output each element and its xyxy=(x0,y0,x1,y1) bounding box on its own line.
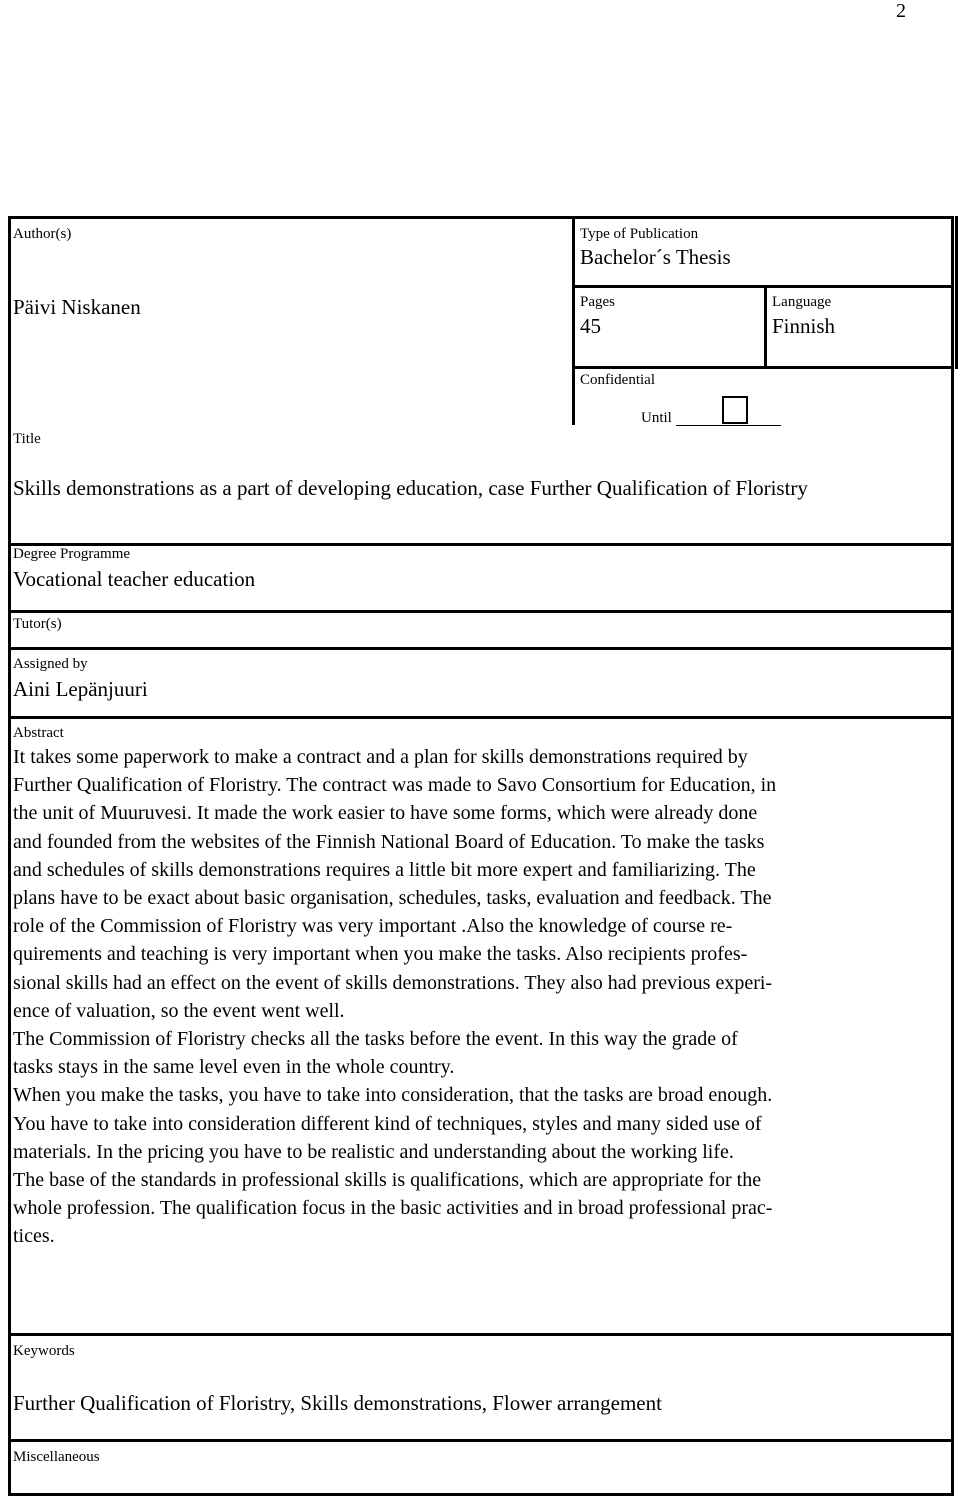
abstract-line: and founded from the websites of the Finnish National Board of Education. To make the tasks xyxy=(13,830,765,853)
pages-value: 45 xyxy=(580,314,601,338)
confidential-label: Confidential xyxy=(580,372,655,388)
until-date-line xyxy=(676,425,781,426)
pages-label: Pages xyxy=(580,294,615,310)
abstract-line: quirements and teaching is very important when you make the tasks. Also recipients profes- xyxy=(13,943,748,966)
until-label: Until xyxy=(641,410,672,426)
author-label: Author(s) xyxy=(13,226,72,242)
right-inner-edge xyxy=(955,216,958,369)
abstract-line: whole profession. The qualification focus in the basic activities and in broad professional prac- xyxy=(13,1197,773,1220)
degree-programme-label: Degree Programme xyxy=(13,546,131,562)
type-of-publication-label: Type of Publication xyxy=(580,226,699,242)
degree-programme-value: Vocational teacher education xyxy=(13,567,256,591)
abstract-line: Further Qualification of Floristry. The contract was made to Savo Consortium for Education, in xyxy=(13,774,777,797)
pages-language-divider xyxy=(764,287,767,369)
type-of-publication-value: Bachelor´s Thesis xyxy=(580,245,731,269)
assigned-by-label: Assigned by xyxy=(13,656,88,672)
keywords-label: Keywords xyxy=(13,1343,75,1359)
keywords-misc-divider xyxy=(8,1439,954,1442)
author-value: Päivi Niskanen xyxy=(13,295,141,319)
abstract-line: role of the Commission of Floristry was very important .Also the knowledge of course re- xyxy=(13,915,733,938)
pages-confidential-divider xyxy=(572,366,954,369)
abstract-line: ence of valuation, so the event went well. xyxy=(13,999,345,1022)
abstract-keywords-divider xyxy=(8,1333,954,1336)
abstract-line: It takes some paperwork to make a contract and a plan for skills demonstrations required by xyxy=(13,746,748,768)
abstract-line: the unit of Muuruvesi. It made the work easier to have some forms, which were already done xyxy=(13,802,758,825)
tutors-label: Tutor(s) xyxy=(13,616,62,632)
abstract-text xyxy=(13,743,953,1251)
assigned-by-value: Aini Lepänjuuri xyxy=(13,677,148,701)
abstract-line: When you make the tasks, you have to take into consideration, that the tasks are broad enough. xyxy=(13,1084,773,1107)
language-label: Language xyxy=(772,294,832,310)
abstract-line: sional skills had an effect on the event of skills demonstrations. They also had previous experi- xyxy=(13,971,773,994)
title-value: Skills demonstrations as a part of developing education, case Further Qualification of Floristry xyxy=(13,476,808,500)
assigned-abstract-divider xyxy=(8,716,954,719)
abstract-line: plans have to be exact about basic organisation, schedules, tasks, evaluation and feedback. The xyxy=(13,887,772,910)
abstract-line: The base of the standards in professional skills is qualifications, which are appropriate for the xyxy=(13,1169,762,1192)
abstract-line: You have to take into consideration different kind of techniques, styles and many sided use of xyxy=(13,1112,762,1135)
author-type-divider xyxy=(572,216,575,425)
language-value: Finnish xyxy=(772,314,836,338)
miscellaneous-label: Miscellaneous xyxy=(13,1449,100,1465)
abstract-line: tices. xyxy=(13,1225,55,1248)
page-number: 2 xyxy=(896,0,906,22)
degree-tutor-divider xyxy=(8,610,954,613)
type-pages-divider xyxy=(572,285,954,288)
title-degree-divider xyxy=(8,543,954,546)
abstract-line: tasks stays in the same level even in the whole country. xyxy=(13,1056,455,1079)
abstract-line: materials. In the pricing you have to be realistic and understanding about the working life. xyxy=(13,1140,734,1163)
abstract-line: and schedules of skills demonstrations requires a little bit more expert and familiarizing. The xyxy=(13,858,756,881)
tutor-assigned-divider xyxy=(8,647,954,650)
title-label: Title xyxy=(13,431,41,447)
abstract-line: The Commission of Floristry checks all the tasks before the event. In this way the grade of xyxy=(13,1028,738,1051)
confidential-checkbox[interactable] xyxy=(722,396,748,424)
keywords-value: Further Qualification of Floristry, Skills demonstrations, Flower arrangement xyxy=(13,1391,662,1415)
abstract-label: Abstract xyxy=(13,725,64,741)
